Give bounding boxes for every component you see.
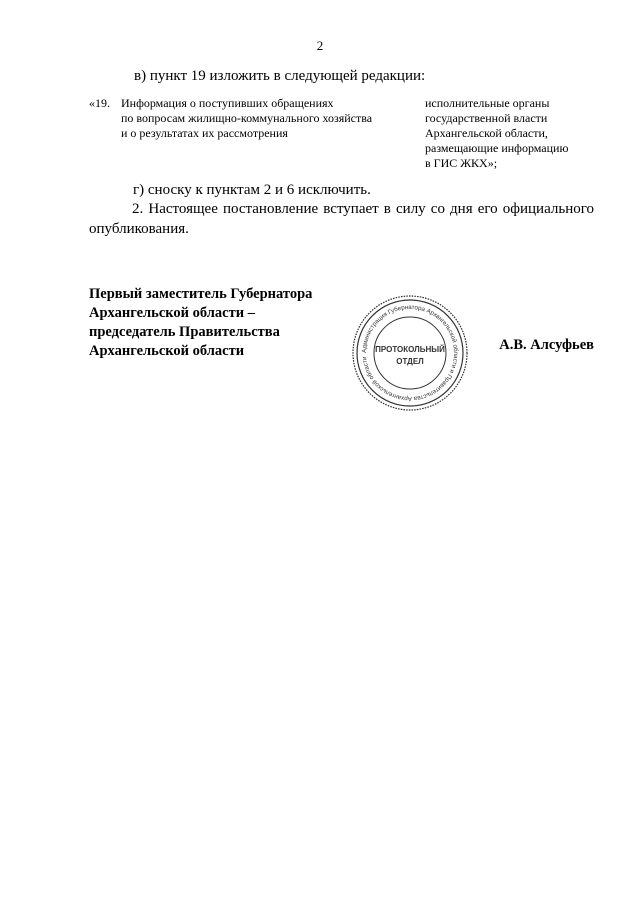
row-right-line-3: Архангельской области, (425, 126, 548, 140)
row-right-line-4: размещающие информацию (425, 141, 569, 155)
stamp-ring-text: Администрация Губернатора Архангельской области и Правительства Архангельской области (360, 303, 460, 403)
row-right-line-1: исполнительные органы (425, 96, 550, 110)
signature-line-2: Архангельской области – (89, 305, 255, 321)
signatory-name: А.В. Алсуфьев (499, 337, 594, 353)
signature-line-3: председатель Правительства (89, 324, 280, 340)
item-2-paragraph: 2. Настоящее постановление вступает в силу со дня его официального опубликования. (89, 201, 594, 237)
protocol-department-stamp (351, 294, 469, 412)
row-left-line-1: Информация о поступивших обращениях (121, 96, 334, 110)
item-v-paragraph: в) пункт 19 изложить в следующей редакции: (134, 68, 426, 84)
signature-line-1: Первый заместитель Губернатора (89, 286, 313, 302)
row-left-line-3: и о результатах их рассмотрения (121, 126, 288, 140)
row-right-line-5: в ГИС ЖКХ»; (425, 156, 498, 170)
row-left-line-2: по вопросам жилищно-коммунального хозяйства (121, 111, 373, 125)
stamp-center-text-2: ОТДЕЛ (396, 357, 424, 366)
stamp-center-text-1: ПРОТОКОЛЬНЫЙ (375, 345, 445, 354)
signature-block (89, 285, 312, 361)
page-number: 2 (316, 38, 324, 53)
row-right-line-2: государственной власти (425, 111, 548, 125)
row-number: «19. (89, 96, 110, 110)
signature-line-4: Архангельской области (89, 343, 245, 359)
item-g-paragraph: г) сноску к пунктам 2 и 6 исключить. (133, 182, 371, 198)
